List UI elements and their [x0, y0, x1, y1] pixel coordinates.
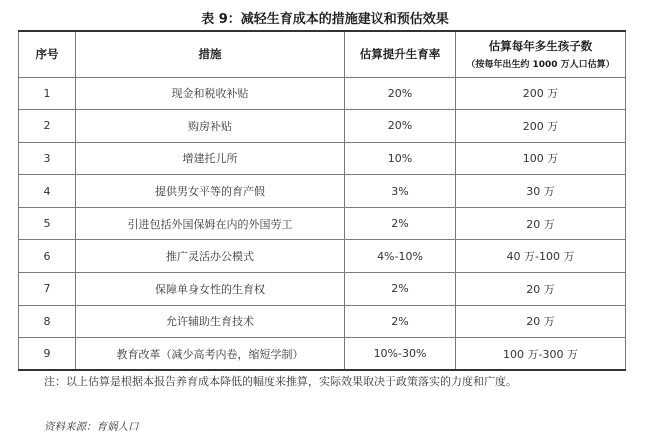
cell-measure: 提供男女平等的育产假 [76, 175, 345, 208]
table-row [19, 142, 626, 175]
header-rate: 估算提升生育率 [345, 31, 456, 77]
header-measure: 措施 [76, 31, 345, 77]
cell-births: 200 万 [456, 77, 626, 110]
cell-measure: 增建托儿所 [76, 142, 345, 175]
cell-index: 9 [19, 338, 76, 371]
header-births-note: （按每年出生约 1000 万人口估算） [466, 60, 615, 71]
cell-measure: 推广灵活办公模式 [76, 240, 345, 273]
cell-index: 1 [19, 77, 76, 110]
cell-rate: 2% [345, 207, 456, 240]
cell-births: 20 万 [456, 305, 626, 338]
cell-measure: 现金和税收补贴 [76, 77, 345, 110]
table-row [19, 175, 626, 208]
header-row [19, 31, 626, 77]
cell-rate: 2% [345, 273, 456, 306]
cell-index: 4 [19, 175, 76, 208]
cell-rate: 3% [345, 175, 456, 208]
table-title: 表 9：减轻生育成本的措施建议和预估效果 [201, 12, 449, 27]
cell-measure: 允许辅助生育技术 [76, 305, 345, 338]
measures-table [18, 30, 626, 371]
cell-births: 200 万 [456, 110, 626, 143]
cell-index: 6 [19, 240, 76, 273]
cell-index: 7 [19, 273, 76, 306]
cell-rate: 4%-10% [345, 240, 456, 273]
cell-index: 8 [19, 305, 76, 338]
cell-rate: 10%-30% [345, 338, 456, 371]
cell-index: 5 [19, 207, 76, 240]
header-births-label: 估算每年多生孩子数 [488, 39, 593, 54]
cell-measure: 购房补贴 [76, 110, 345, 143]
table-row [19, 207, 626, 240]
table-row [19, 338, 626, 371]
cell-births: 100 万-300 万 [456, 338, 626, 371]
cell-rate: 20% [345, 77, 456, 110]
table-row [19, 305, 626, 338]
cell-measure: 引进包括外国保姆在内的外国劳工 [76, 207, 345, 240]
cell-measure: 教育改革（减少高考内卷，缩短学制） [76, 338, 345, 371]
cell-rate: 10% [345, 142, 456, 175]
table-row [19, 77, 626, 110]
cell-births: 100 万 [456, 142, 626, 175]
cell-measure: 保障单身女性的生育权 [76, 273, 345, 306]
cell-births: 30 万 [456, 175, 626, 208]
table-row [19, 273, 626, 306]
cell-rate: 2% [345, 305, 456, 338]
footnote: 注：以上估算是根据本报告养育成本降低的幅度来推算，实际效果取决于政策落实的力度和广度。 [44, 375, 517, 388]
source-line: 资料来源：育娲人口 [44, 421, 139, 433]
cell-index: 2 [19, 110, 76, 143]
table-row [19, 240, 626, 273]
header-births [456, 31, 626, 77]
table-row [19, 110, 626, 143]
table-body [19, 77, 626, 370]
header-index: 序号 [19, 31, 76, 77]
cell-rate: 20% [345, 110, 456, 143]
cell-births: 20 万 [456, 207, 626, 240]
cell-births: 40 万-100 万 [456, 240, 626, 273]
cell-births: 20 万 [456, 273, 626, 306]
cell-index: 3 [19, 142, 76, 175]
